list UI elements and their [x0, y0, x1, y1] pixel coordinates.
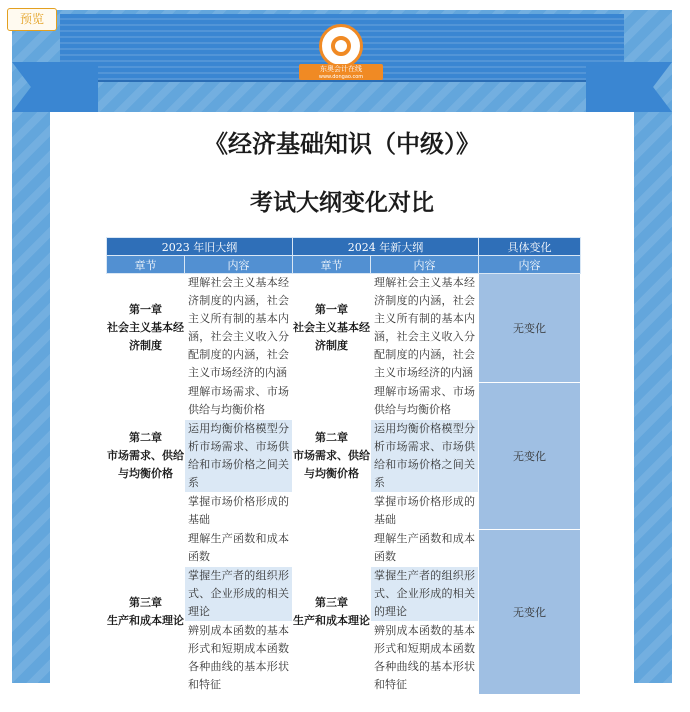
table-row: [107, 383, 581, 420]
col-header: 章节: [107, 256, 185, 274]
new-chapter-cell: 第三章 生产和成本理论: [293, 530, 371, 695]
ribbon-left: [12, 62, 98, 112]
brand-logo: [299, 24, 383, 88]
new-content-cell: 运用均衡价格模型分析市场需求、市场供给和市场价格之间关系: [371, 420, 479, 493]
logo-plate: [299, 64, 383, 80]
group-header-row: [107, 238, 581, 256]
col-header: 内容: [371, 256, 479, 274]
old-content-cell: 理解生产函数和成本函数: [185, 530, 293, 567]
header-old: 2023 年旧大纲: [107, 238, 293, 256]
new-content-cell: 掌握市场价格形成的基础: [371, 493, 479, 530]
logo-site: www.dongao.com: [318, 74, 364, 80]
old-content-cell: 辨别成本函数的基本形式和短期成本函数各种曲线的基本形状和特征: [185, 622, 293, 695]
old-content-cell: 掌握市场价格形成的基础: [185, 493, 293, 530]
new-content-cell: 理解生产函数和成本函数: [371, 530, 479, 567]
new-content-cell: 理解社会主义基本经济制度的内涵，社会主义所有制的基本内涵，社会主义收入分配制度的内涵，社会主义市场经济的内涵: [371, 274, 479, 383]
table-row: [107, 530, 581, 567]
header-change: 具体变化: [479, 238, 581, 256]
table-body: [107, 274, 581, 695]
old-content-cell: 理解社会主义基本经济制度的内涵，社会主义所有制的基本内涵，社会主义收入分配制度的内涵，社会主义市场经济的内涵: [185, 274, 293, 383]
new-content-cell: 理解市场需求、市场供给与均衡价格: [371, 383, 479, 420]
logo-circle-icon: [319, 24, 363, 68]
new-chapter-cell: 第二章 市场需求、供给与均衡价格: [293, 383, 371, 530]
old-chapter-cell: 第三章 生产和成本理论: [107, 530, 185, 695]
change-cell: 无变化: [479, 274, 581, 383]
column-header-row: [107, 256, 581, 274]
poster-frame: [12, 10, 672, 691]
old-chapter-cell: 第一章 社会主义基本经济制度: [107, 274, 185, 383]
col-header: 内容: [479, 256, 581, 274]
logo-name: 东奥会计在线: [320, 65, 362, 73]
page-subtitle: 考试大纲变化对比: [250, 190, 434, 216]
old-chapter-cell: 第二章 市场需求、供给与均衡价格: [107, 383, 185, 530]
col-header: 章节: [293, 256, 371, 274]
old-content-cell: 掌握生产者的组织形式、企业形成的相关理论: [185, 567, 293, 622]
ribbon-right: [586, 62, 672, 112]
page-title: 《经济基础知识（中级）》: [204, 130, 480, 158]
syllabus-table: [106, 237, 581, 695]
change-cell: 无变化: [479, 530, 581, 695]
col-header: 内容: [185, 256, 293, 274]
new-chapter-cell: 第一章 社会主义基本经济制度: [293, 274, 371, 383]
header-new: 2024 年新大纲: [293, 238, 479, 256]
preview-button[interactable]: 预览: [7, 8, 57, 31]
document-body: [50, 112, 634, 712]
table-row: [107, 274, 581, 383]
new-content-cell: 掌握生产者的组织形式、企业形成的相关的理论: [371, 567, 479, 622]
new-content-cell: 辨别成本函数的基本形式和短期成本函数各种曲线的基本形状和特征: [371, 622, 479, 695]
change-cell: 无变化: [479, 383, 581, 530]
logo-ring-icon: [331, 36, 351, 56]
old-content-cell: 理解市场需求、市场供给与均衡价格: [185, 383, 293, 420]
old-content-cell: 运用均衡价格模型分析市场需求、市场供给和市场价格之间关系: [185, 420, 293, 493]
